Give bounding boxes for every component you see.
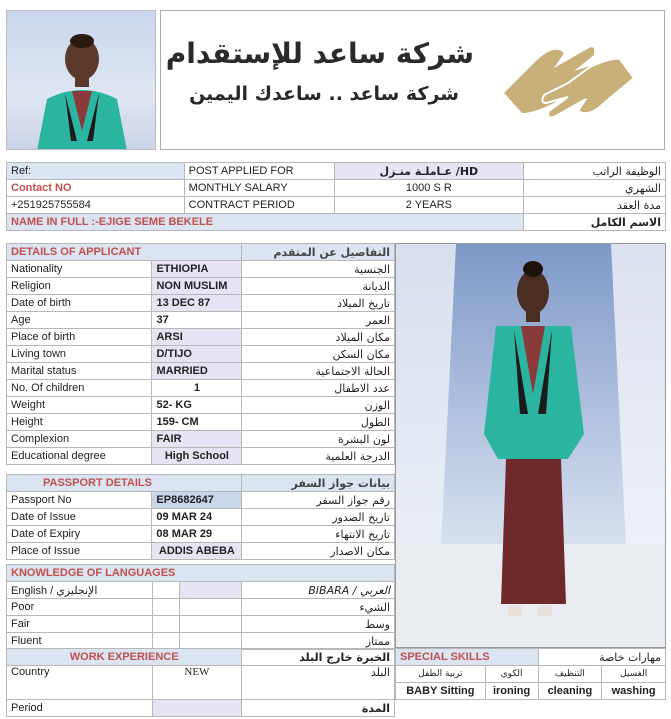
table-row: [7, 509, 395, 526]
table-row: [7, 312, 395, 329]
table-row: [7, 633, 395, 650]
info-table: [6, 162, 666, 231]
table-row: [7, 295, 395, 312]
row-value: 1: [152, 380, 242, 397]
contract-period-label: CONTRACT PERIOD: [184, 197, 334, 214]
row-value: 08 MAR 29: [152, 526, 242, 543]
phone-number: +251925755584: [7, 197, 185, 214]
monthly-salary-label: MONTHLY SALARY: [184, 180, 334, 197]
work-experience-table: [6, 648, 395, 717]
table-row: [7, 414, 395, 431]
special-skills-table: [395, 648, 666, 700]
table-row: [7, 346, 395, 363]
english-label: English / الإنجليزي: [7, 582, 153, 599]
table-row: [7, 278, 395, 295]
applicant-section-title: DETAILS OF APPLICANT: [7, 244, 242, 261]
passport-section-title: PASSPORT DETAILS: [7, 475, 242, 492]
skill-header-ar: الغسيل: [602, 666, 666, 683]
monthly-salary-value: 1000 S R: [334, 180, 524, 197]
row-label-ar: الشيء: [242, 599, 395, 616]
skill-header-ar: تربية الطفل: [396, 666, 486, 683]
row-value: NON MUSLIM: [152, 278, 242, 295]
table-row: [7, 431, 395, 448]
row-label: Fluent: [7, 633, 153, 650]
row-label-ar: عدد الاطفال: [242, 380, 395, 397]
skill-item: BABY Sitting: [396, 683, 486, 700]
country-label-ar: البلد: [242, 666, 395, 700]
applicant-photo-small: [6, 10, 156, 150]
row-label-ar: رقم جواز السفر: [242, 492, 395, 509]
applicant-details-table: [6, 243, 395, 465]
languages-section-title: KNOWLEDGE OF LANGUAGES: [7, 565, 395, 582]
passport-section-title-ar: بيانات جواز السفر: [242, 475, 395, 492]
work-section-title: WORK EXPERIENCE: [7, 649, 242, 666]
row-label: Passport No: [7, 492, 152, 509]
row-label-ar: الديانة: [242, 278, 395, 295]
work-section-title-ar: الخبرة خارج البلد: [242, 649, 395, 666]
table-row: [7, 666, 395, 700]
passport-details-table: [6, 474, 395, 560]
table-row: [7, 616, 395, 633]
row-label: Place of birth: [7, 329, 152, 346]
ref-label: Ref:: [7, 163, 185, 180]
row-label-ar: العمر: [242, 312, 395, 329]
row-value: MARRIED: [152, 363, 242, 380]
skill-item: washing: [602, 683, 666, 700]
row-label-ar: مكان السكن: [242, 346, 395, 363]
row-label-ar: تاريخ الصدور: [242, 509, 395, 526]
row-label: Marital status: [7, 363, 152, 380]
table-row: [7, 363, 395, 380]
full-name: NAME IN FULL :-EJIGE SEME BEKELE: [7, 214, 524, 231]
row-label-ar: تاريخ الانتهاء: [242, 526, 395, 543]
row-value: FAIR: [152, 431, 242, 448]
row-label: Place of Issue: [7, 543, 152, 560]
contact-label: Contact NO: [7, 180, 185, 197]
post-applied-ar: الوظيفة الراتب: [524, 163, 666, 180]
row-value: D/TIJO: [152, 346, 242, 363]
row-label: Height: [7, 414, 152, 431]
row-label: Age: [7, 312, 152, 329]
row-value: High School: [152, 448, 242, 465]
table-row: [7, 582, 395, 599]
row-value: ARSI: [152, 329, 242, 346]
row-label: No. Of children: [7, 380, 152, 397]
table-row: [7, 492, 395, 509]
passport-number: EP8682647: [152, 492, 242, 509]
row-label: Date of birth: [7, 295, 152, 312]
row-label-ar: تاريخ الميلاد: [242, 295, 395, 312]
table-row: [7, 380, 395, 397]
period-label-ar: المدة: [242, 700, 395, 717]
applicant-section-title-ar: التفاصيل عن المتقدم: [242, 244, 395, 261]
row-label: Complexion: [7, 431, 152, 448]
monthly-salary-ar: الشهري: [524, 180, 666, 197]
table-row: [7, 448, 395, 465]
row-label-ar: الطول: [242, 414, 395, 431]
row-label: Date of Issue: [7, 509, 152, 526]
row-value: 52- KG: [152, 397, 242, 414]
arabic-label: العربي / BIBARA: [242, 582, 395, 599]
row-label-ar: مكان الاصدار: [242, 543, 395, 560]
skills-section-title: SPECIAL SKILLS: [396, 649, 539, 666]
row-label-ar: مكان الميلاد: [242, 329, 395, 346]
contract-period-value: 2 YEARS: [334, 197, 524, 214]
hands-logo-icon: [494, 23, 644, 138]
table-row: [7, 329, 395, 346]
skills-section-title-ar: مهارات خاصة: [538, 649, 665, 666]
table-row: [7, 261, 395, 278]
table-row: [7, 526, 395, 543]
company-name: شركة ساعد للإستقدام: [165, 37, 474, 70]
languages-table: [6, 564, 395, 650]
skill-item: ironing: [485, 683, 538, 700]
row-value: 159- CM: [152, 414, 242, 431]
row-label-ar: وسط: [242, 616, 395, 633]
country-value: NEW: [152, 666, 242, 700]
row-value: 13 DEC 87: [152, 295, 242, 312]
table-row: [7, 543, 395, 560]
row-value: 37: [152, 312, 242, 329]
row-label-ar: الجنسية: [242, 261, 395, 278]
row-label: Fair: [7, 616, 153, 633]
company-header: [160, 10, 665, 150]
table-row: [7, 700, 395, 717]
row-value: 09 MAR 24: [152, 509, 242, 526]
row-label: Living town: [7, 346, 152, 363]
table-row: [7, 397, 395, 414]
skill-header-ar: الكوي: [485, 666, 538, 683]
row-label-ar: الحالة الاجتماعية: [242, 363, 395, 380]
row-value: ETHIOPIA: [152, 261, 242, 278]
post-applied-label: POST APPLIED FOR: [184, 163, 334, 180]
row-label-ar: ممتاز: [242, 633, 395, 650]
row-label-ar: الدرجة العلمية: [242, 448, 395, 465]
table-row: [7, 599, 395, 616]
post-applied-value: HD/ عـاملـة منـزل: [334, 163, 524, 180]
row-label: Nationality: [7, 261, 152, 278]
skill-item: cleaning: [538, 683, 602, 700]
row-label-ar: لون البشرة: [242, 431, 395, 448]
full-name-ar: الاسم الكامل: [524, 214, 666, 231]
country-label: Country: [7, 666, 153, 700]
contract-period-ar: مدة العقد: [524, 197, 666, 214]
company-slogan: شركة ساعد .. ساعدك اليمين: [189, 83, 459, 105]
row-label: Poor: [7, 599, 153, 616]
row-label-ar: الوزن: [242, 397, 395, 414]
row-label: Date of Expiry: [7, 526, 152, 543]
row-label: Religion: [7, 278, 152, 295]
period-label: Period: [7, 700, 153, 717]
row-label: Educational degree: [7, 448, 152, 465]
row-value: ADDIS ABEBA: [152, 543, 242, 560]
row-label: Weight: [7, 397, 152, 414]
skill-header-ar: التنظيف: [538, 666, 602, 683]
applicant-photo-full: [395, 243, 666, 648]
